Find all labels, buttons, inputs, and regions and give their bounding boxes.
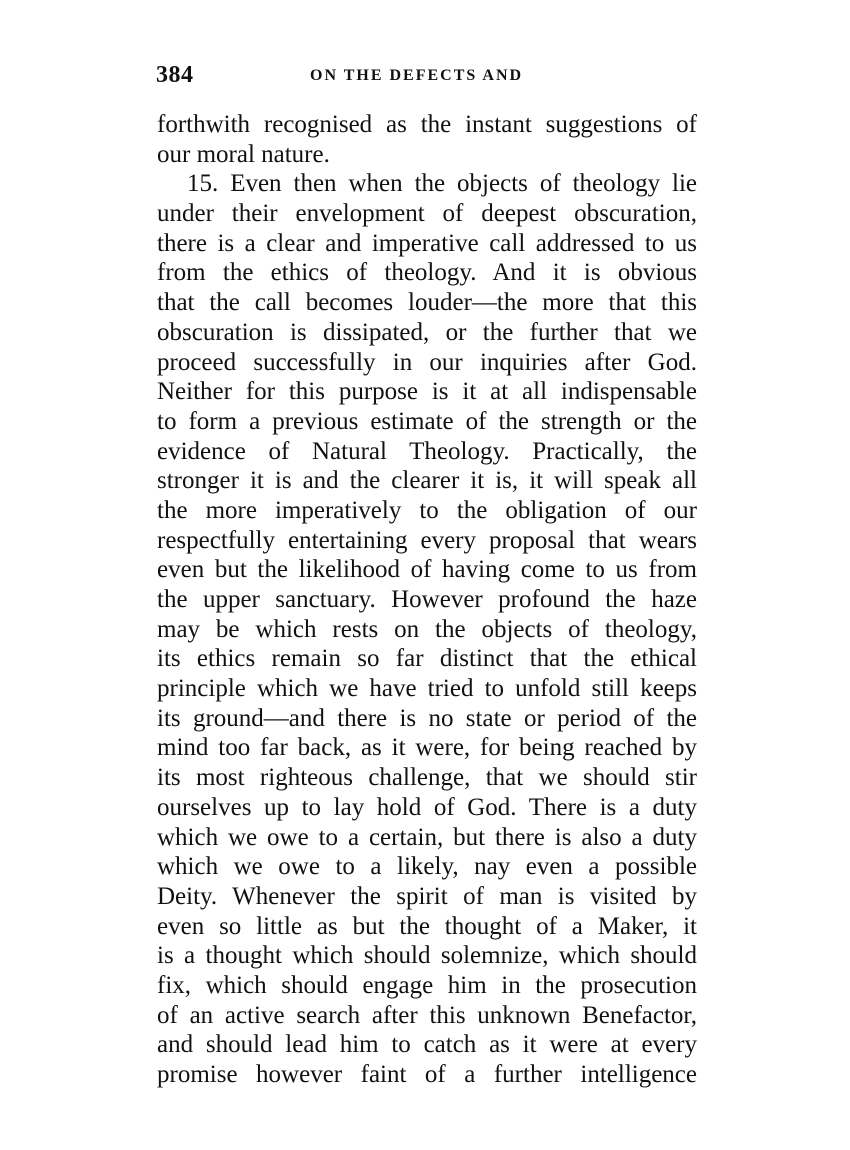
text-line: which we owe to a likely, nay even a possible <box>157 853 697 881</box>
text-line: to form a previous estimate of the strength or the <box>157 407 697 435</box>
text-line: its ethics remain so far distinct that the ethical <box>157 645 697 673</box>
text-line: from the ethics of theology. And it is obvious <box>157 259 697 287</box>
text-line: of an active search after this unknown Benefactor, <box>157 1001 697 1029</box>
text-line: forthwith recognised as the instant suggestions of <box>157 111 697 138</box>
text-line: fix, which should engage him in the prosecution <box>157 971 697 999</box>
text-line: ourselves up to lay hold of God. There is a duty <box>157 793 697 821</box>
text-line: evidence of Natural Theology. Practically, the <box>157 437 697 465</box>
text-line: may be which rests on the objects of theology, <box>157 615 697 643</box>
text-line: and should lead him to catch as it were at every <box>157 1031 697 1059</box>
text-line: mind too far back, as it were, for being reached by <box>157 734 697 762</box>
paragraph-start-line: 15. Even then when the objects of theology lie <box>187 170 697 198</box>
text-line: there is a clear and imperative call addressed to us <box>157 229 697 257</box>
page-number: 384 <box>156 62 194 88</box>
text-line: stronger it is and the clearer it is, it will speak all <box>157 467 697 495</box>
text-line: proceed successfully in our inquiries after God. <box>157 348 697 376</box>
text-line: under their envelopment of deepest obscuration, <box>157 200 697 228</box>
text-line: the upper sanctuary. However profound the haze <box>157 586 697 613</box>
text-line: the more imperatively to the obligation of our <box>157 496 697 524</box>
text-line: even but the likelihood of having come to us from <box>157 556 697 584</box>
text-line: even so little as but the thought of a Maker, it <box>157 912 697 940</box>
text-line: Deity. Whenever the spirit of man is visited by <box>157 882 697 910</box>
text-line: is a thought which should solemnize, which should <box>157 942 697 970</box>
body-text <box>157 110 697 1090</box>
running-title: ON THE DEFECTS AND <box>310 67 524 84</box>
text-line: obscuration is dissipated, or the further that we <box>157 318 697 346</box>
text-line: that the call becomes louder—the more that this <box>157 289 697 317</box>
text-line: which we owe to a certain, but there is also a duty <box>157 823 697 851</box>
text-line: respectfully entertaining every proposal that wears <box>157 526 697 554</box>
running-head <box>156 62 696 92</box>
text-line: its ground—and there is no state or period of the <box>157 704 697 732</box>
text-line: principle which we have tried to unfold still keeps <box>157 675 697 703</box>
text-line: Neither for this purpose is it at all indispensable <box>157 378 697 406</box>
text-line: our moral nature. <box>157 140 330 168</box>
text-line: promise however faint of a further intelligence <box>157 1061 697 1088</box>
text-line: its most righteous challenge, that we should stir <box>157 764 697 792</box>
